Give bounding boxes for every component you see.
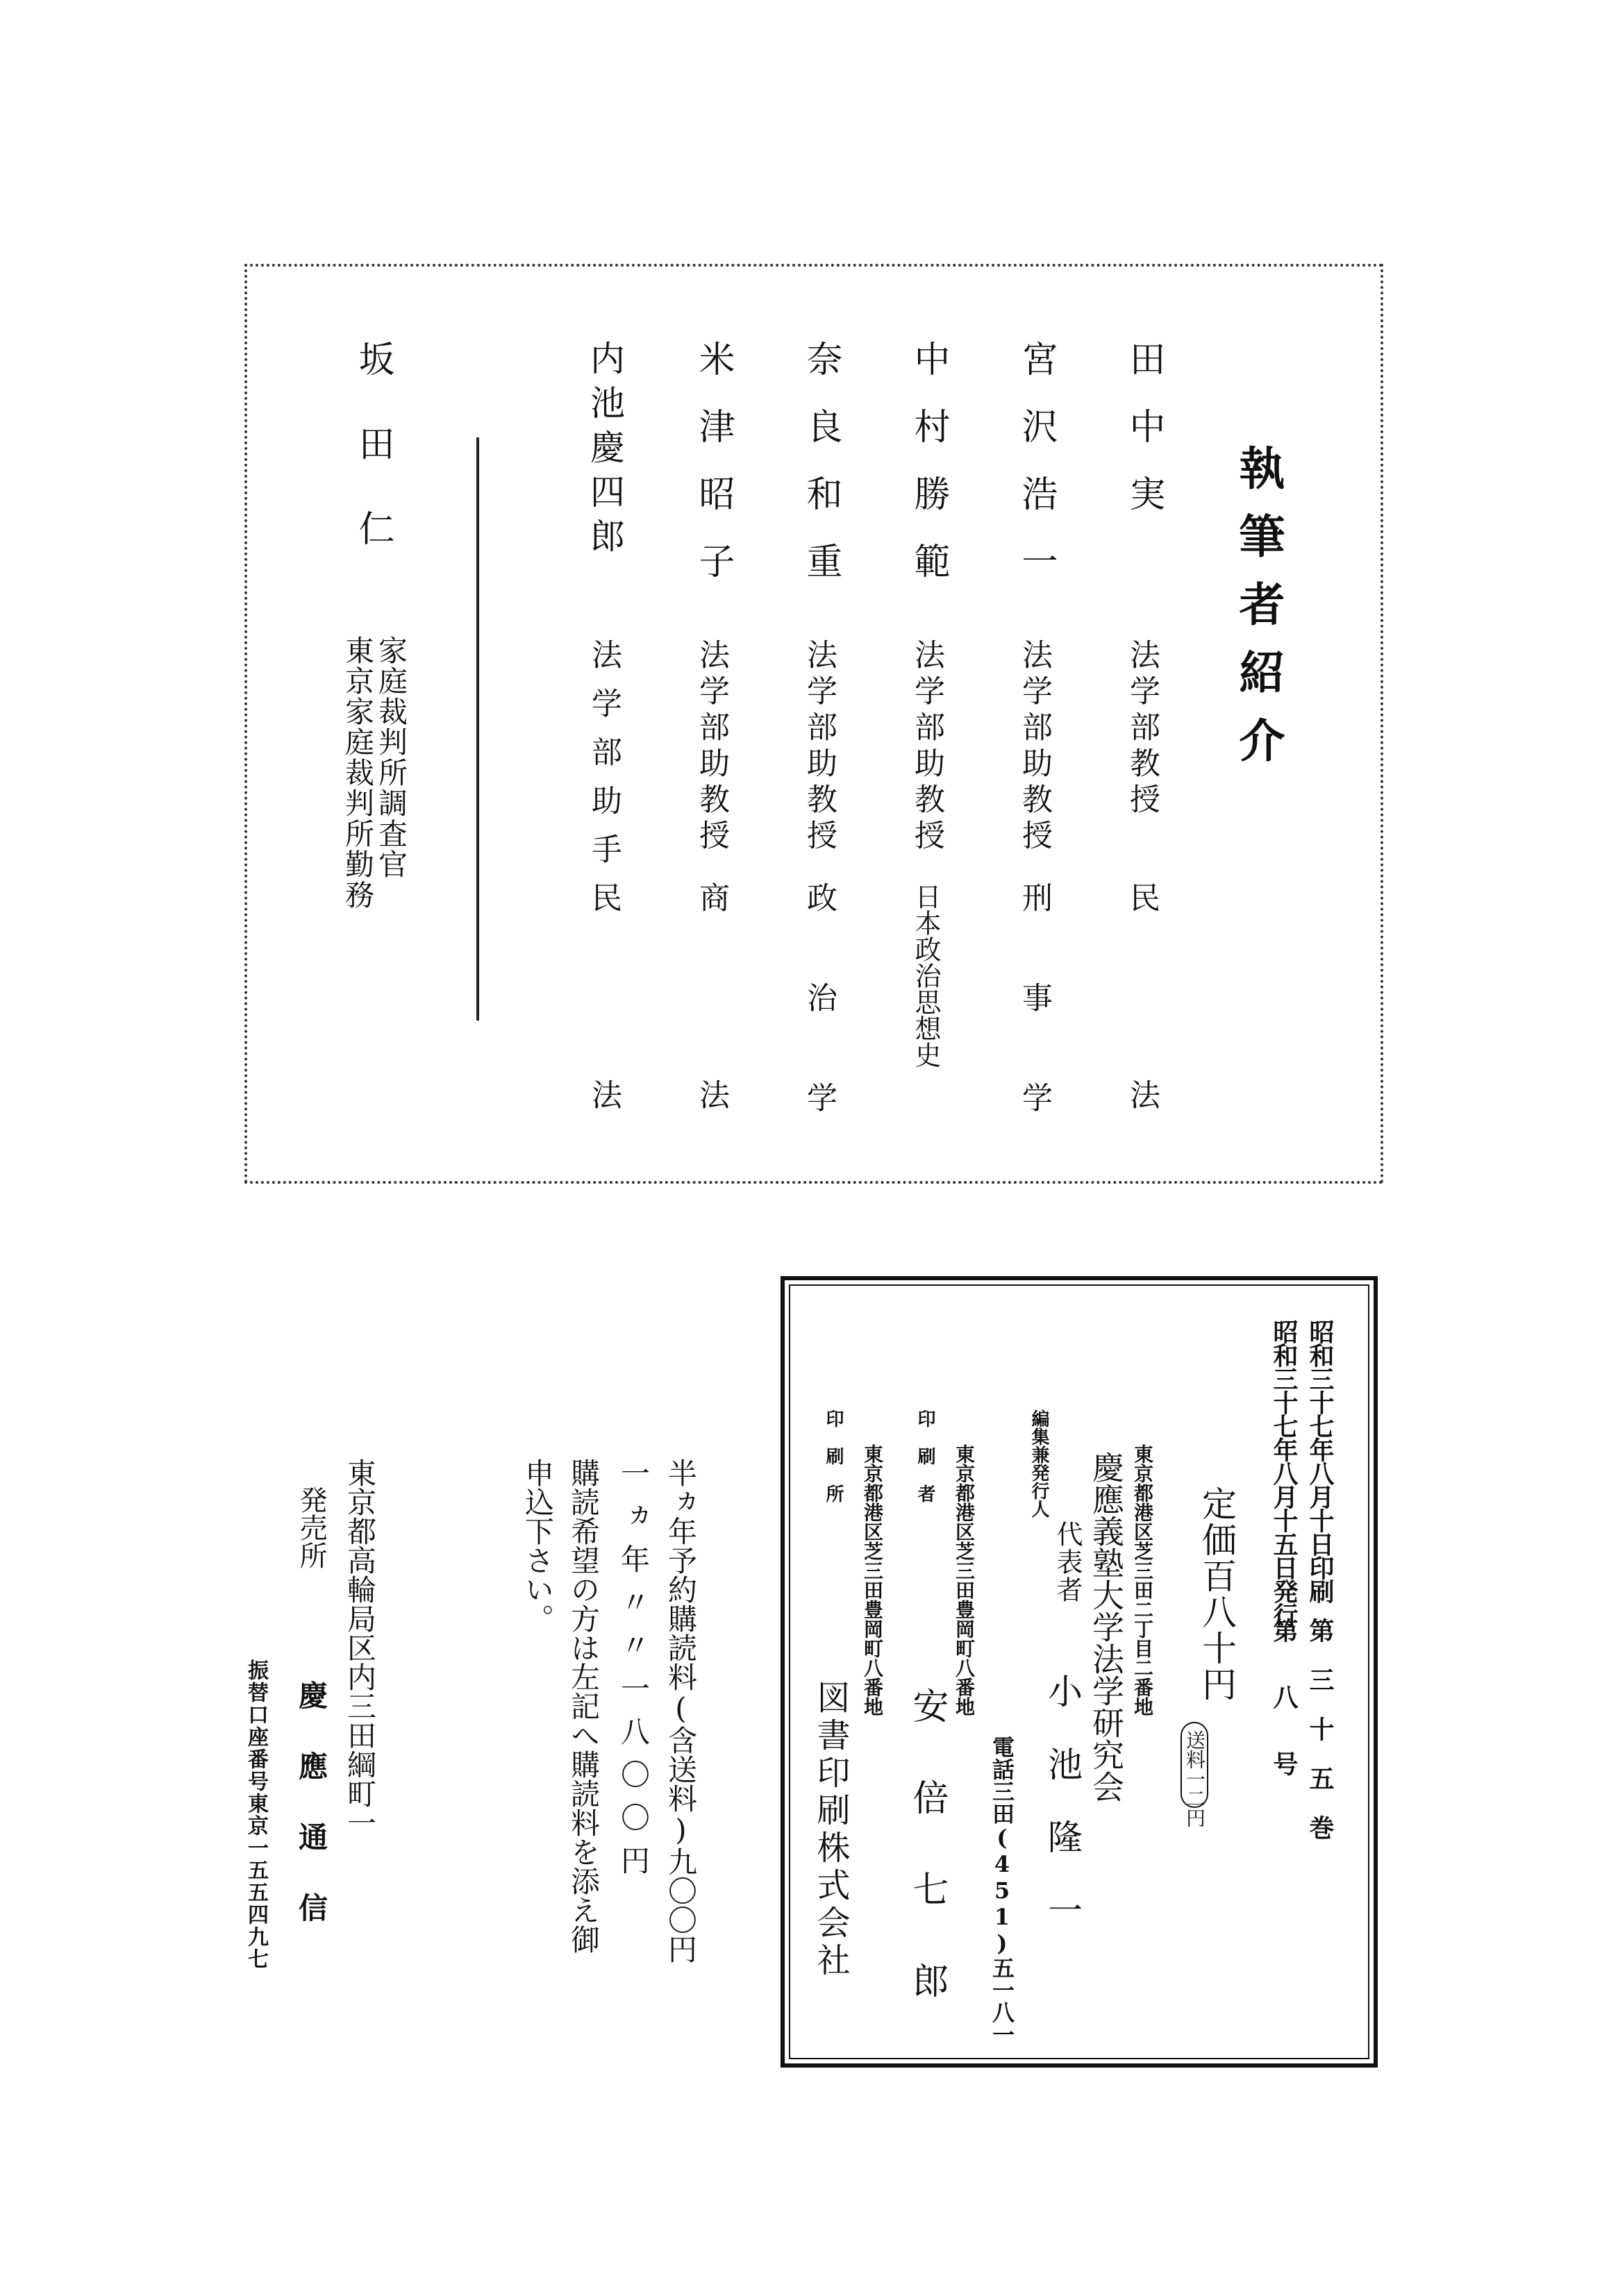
- press-name: 図書印刷株式会社: [811, 1680, 850, 1980]
- seller-name: 慶應通信: [294, 1680, 328, 1963]
- seller-account: 振替口座番号東京一五五四九七: [244, 1659, 268, 1970]
- contributor-title: 法学部助手: [586, 639, 622, 882]
- contributor-workplace: 東京家庭裁判所勤務: [341, 635, 375, 910]
- rep-label: 代表者: [1052, 1520, 1083, 1604]
- contributor-title: 法学部助教授: [1017, 639, 1052, 855]
- printer-name: 安倍七郎: [906, 1687, 948, 2054]
- press-label: 印刷所: [823, 1409, 844, 1522]
- phone: 電話三田(451)五一八一: [989, 1736, 1015, 2045]
- press-address: 東京都港区芝三田豊岡町八番地: [861, 1444, 884, 1716]
- print-date: 昭和三十七年八月十日印刷: [1306, 1319, 1335, 1602]
- contributor-position: 家庭裁判所調査官: [374, 635, 408, 880]
- issue-date: 昭和三十七年八月十五日発行: [1269, 1319, 1299, 1626]
- contributor-field: 民法: [1124, 882, 1160, 1276]
- contributor-name: 田中実: [1123, 340, 1165, 542]
- contributor-name: 宮沢浩一: [1015, 340, 1057, 610]
- separator-line: [476, 437, 479, 1021]
- issue-number: 第八号: [1269, 1618, 1299, 1818]
- rep-name: 小池隆一: [1042, 1673, 1083, 1965]
- editor-address: 東京都港区芝三田二丁目二番地: [1131, 1444, 1154, 1716]
- contributor-field: 日本政治思想史: [910, 883, 941, 1068]
- seller-address: 東京都高輪局区内三田綱町一: [343, 1458, 377, 1837]
- contributors-heading: 執筆者紹介: [1231, 444, 1285, 785]
- contributor-name: 奈良和重: [800, 340, 842, 610]
- contributor-title: 法学部教授: [1124, 639, 1160, 819]
- price: 定価百八十円: [1196, 1486, 1237, 1702]
- contributor-field: 民法: [586, 882, 622, 1276]
- contributor-name: 米津昭子: [692, 340, 734, 610]
- editor-label: 編集兼発行人: [1028, 1409, 1049, 1518]
- printer-address: 東京都港区芝三田豊岡町八番地: [953, 1444, 976, 1716]
- subscription-note-2: 申込下さい。: [521, 1458, 555, 1633]
- volume: 第三十五巻: [1306, 1618, 1335, 1864]
- contributor-name-special: 坂田仁: [352, 340, 394, 594]
- contributor-title: 法学部助教授: [801, 639, 837, 855]
- contributor-name: 中村勝範: [908, 340, 949, 610]
- postage: 送料一二円: [1181, 1722, 1208, 1808]
- seller-label: 発売所: [295, 1486, 327, 1569]
- contributor-field: 政治学: [801, 882, 837, 1182]
- subscription-one-year: 一ヵ年〃〃一八〇〇円: [617, 1458, 651, 1888]
- contributor-field: 商法: [694, 882, 729, 1276]
- editor-org: 慶應義塾大学法学研究会: [1087, 1451, 1125, 1802]
- contributor-title: 法学部助教授: [909, 639, 944, 855]
- contributor-name: 内池慶四郎: [585, 340, 625, 562]
- subscription-note-1: 購読希望の方は左記へ購読料を添え御: [567, 1458, 601, 1954]
- printer-label: 印刷者: [915, 1409, 935, 1522]
- contributor-title: 法学部助教授: [694, 639, 729, 855]
- contributor-field: 刑事学: [1017, 882, 1052, 1182]
- subscription-half-year: 半ヵ年予約購読料(含送料)九〇〇円: [664, 1458, 698, 1963]
